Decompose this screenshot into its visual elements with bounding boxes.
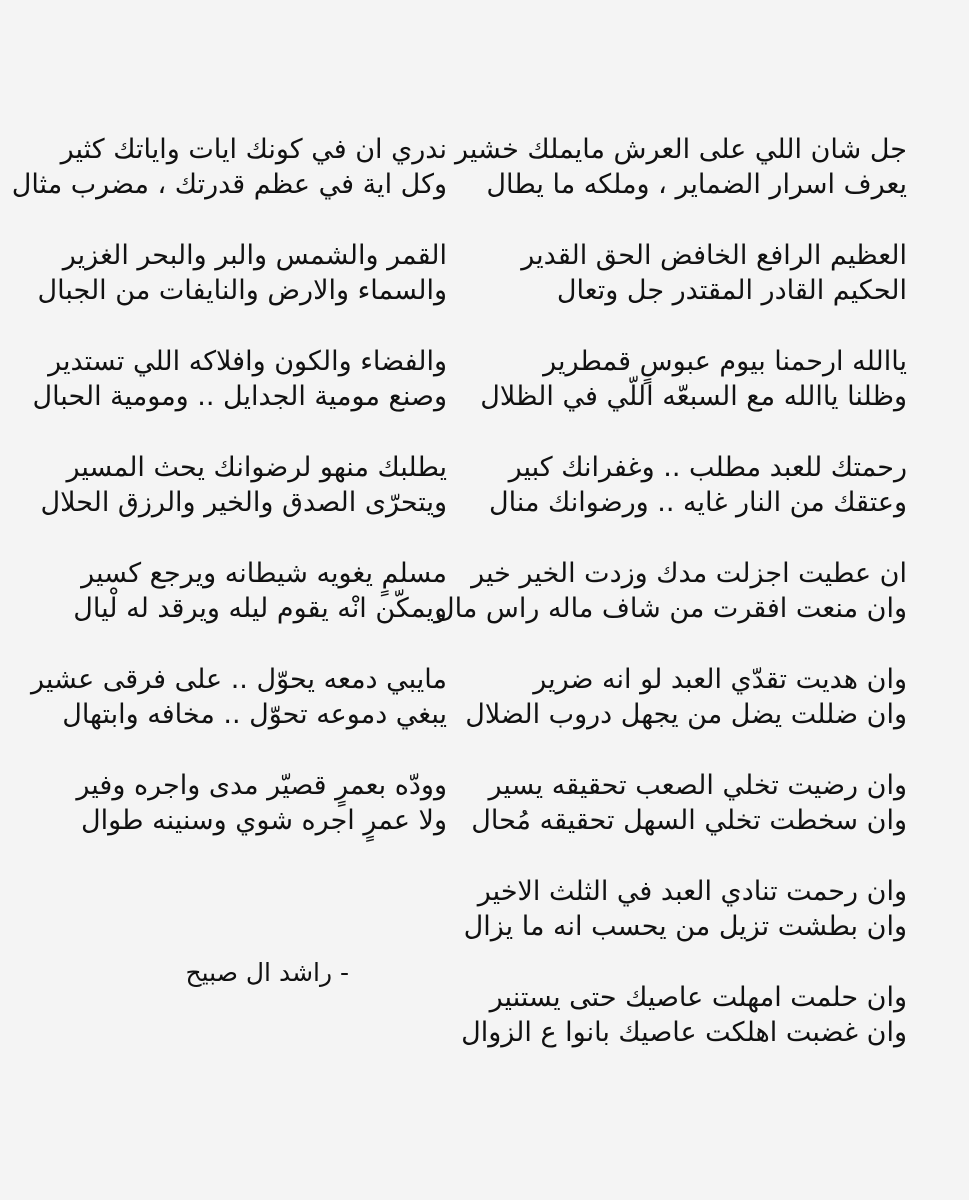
verse-line: وان هديت تقدّي العبد لو انه ضرير — [533, 664, 907, 695]
poem-stanza — [461, 980, 907, 1050]
verse-line: وكل اية في عظم قدرتك ، مضرب مثال — [11, 169, 447, 200]
verse-line: وان سخطت تخلي السهل تحقيقه مُحال — [471, 805, 907, 836]
verse-line: وان حلمت امهلت عاصيك حتى يستنير — [489, 982, 907, 1013]
poem-stanza — [27, 450, 447, 520]
poem-stanza — [487, 450, 907, 520]
verse-line: وان ضللت يضل من يجهل دروب الضلال — [465, 699, 907, 730]
poem-stanza — [27, 768, 447, 838]
verse-line: يعرف اسرار الضماير ، وملكه ما يطال — [486, 169, 907, 200]
verse-line: يطلبك منهو لرضوانك يحث المسير — [66, 452, 447, 483]
verse-line: القمر والشمس والبر والبحر الغزير — [62, 240, 447, 271]
poem-stanza — [27, 238, 447, 308]
verse-line: وان منعت افقرت من شاف ماله راس مال — [434, 593, 907, 624]
poem-stanza — [27, 344, 447, 414]
verse-line: ان عطيت اجزلت مدك وزدت الخير خير — [471, 558, 907, 589]
verse-line: الحكيم القادر المقتدر جل وتعال — [556, 275, 907, 306]
poem-stanza — [465, 662, 907, 732]
verse-line: وودّه بعمرٍ قصيّر مدى واجره وفير — [76, 770, 447, 801]
verse-line: ويتحرّى الصدق والخير والرزق الحلال — [40, 487, 447, 518]
verse-line: ويمكّن انْه يقوم ليله ويرقد له لْيال — [73, 593, 447, 624]
verse-line: مسلمٍ يغويه شيطانه ويرجع كسير — [81, 558, 447, 589]
verse-line: وصنع مومية الجدايل .. ومومية الحبال — [32, 381, 447, 412]
poem-column-left — [11, 132, 447, 874]
poem-stanza — [27, 556, 447, 626]
verse-line: وظلنا ياالله مع السبعّه اللّي في الظلال — [480, 381, 907, 412]
poem-stanza — [463, 874, 907, 944]
verse-line: ولا عمرٍ اجره شوي وسنينه طوال — [80, 805, 447, 836]
poem-stanza — [27, 662, 447, 732]
verse-line: ياالله ارحمنا بيوم عبوسٍ قمطرير — [543, 346, 907, 377]
verse-line: رحمتك للعبد مطلب .. وغفرانك كبير — [508, 452, 907, 483]
poem-signature: - راشد ال صبيح — [185, 958, 349, 987]
verse-line: وان رحمت تنادي العبد في الثلث الاخير — [477, 876, 907, 907]
verse-line: والفضاء والكون وافلاكه اللي تستدير — [48, 346, 447, 377]
verse-line: وان بطشت تزيل من يحسب انه ما يزال — [463, 911, 907, 942]
verse-line: ندري ان في كونك ايات واياتك كثير — [60, 134, 447, 165]
poem-stanza — [480, 344, 907, 414]
verse-line: يبغي دموعه تحوّل .. مخافه وابتهال — [62, 699, 447, 730]
verse-line: وان غضبت اهلكت عاصيك بانوا ع الزوال — [461, 1017, 907, 1048]
verse-line: العظيم الرافع الخافض الحق القدير — [521, 240, 907, 271]
verse-line: جل شان اللي على العرش مايملك خشير — [455, 134, 907, 165]
verse-line: والسماء والارض والنايفات من الجبال — [37, 275, 447, 306]
poem-column-right — [434, 132, 907, 1086]
poem-stanza — [11, 132, 447, 202]
verse-line: وعتقك من النار غايه .. ورضوانك منال — [488, 487, 907, 518]
poem-stanza — [487, 238, 907, 308]
poem-stanza — [455, 132, 907, 202]
verse-line: مايبي دمعه يحوّل .. على فرقى عشير — [30, 664, 447, 695]
verse-line: وان رضيت تخلي الصعب تحقيقه يسير — [488, 770, 907, 801]
poem-stanza — [471, 768, 907, 838]
poem-stanza — [434, 556, 907, 626]
